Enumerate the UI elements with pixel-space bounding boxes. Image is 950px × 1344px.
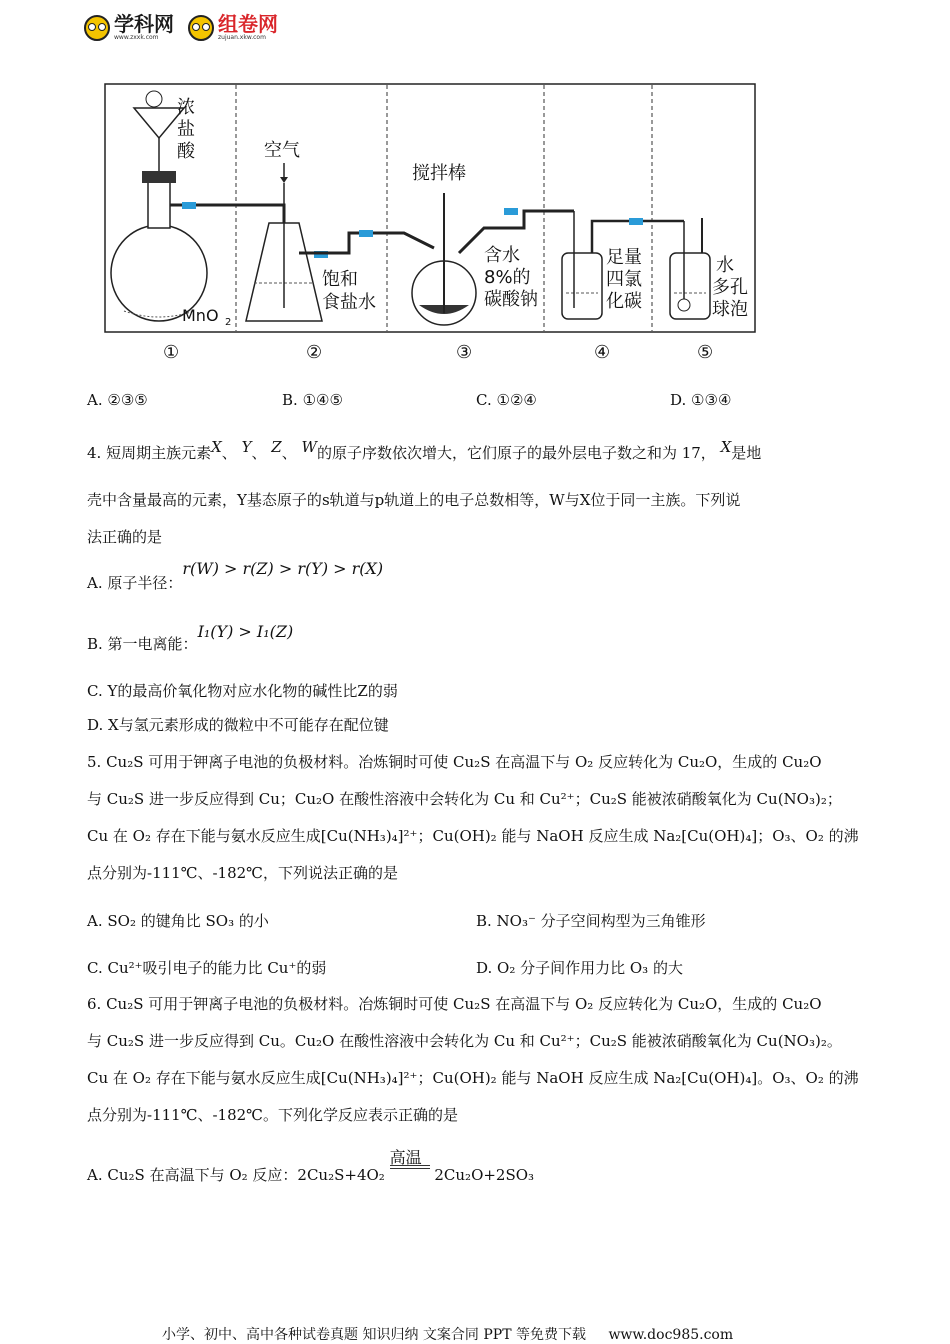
zujuan-logo[interactable]: [188, 14, 278, 41]
label-brine: 食盐水: [322, 292, 376, 313]
reaction-condition: 高温: [390, 1169, 430, 1183]
label-bulb: 球泡: [712, 299, 748, 320]
owl-face-icon: [84, 15, 110, 41]
zxxk-logo[interactable]: [84, 14, 174, 41]
logo2-text: 组卷网: [218, 12, 278, 36]
q3-option-a[interactable]: A. ②③⑤: [87, 391, 148, 409]
q5-option-a[interactable]: A. SO₂ 的键角比 SO₃ 的小: [87, 912, 269, 930]
q5-line-3: Cu 在 O₂ 存在下能与氨水反应生成[Cu(NH₃)₄]²⁺；Cu(OH)₂ 能与 NaOH 反应生成 Na₂[Cu(OH)₄]；O₃、O₂ 的沸: [87, 827, 859, 845]
label-stir-rod: 搅拌棒: [412, 163, 466, 184]
logo2-sub: zujuan.xkw.com: [218, 34, 266, 41]
q4-option-d[interactable]: D. X与氢元素形成的微粒中不可能存在配位键: [87, 716, 389, 734]
station-3: ③: [456, 342, 473, 363]
q4-option-a[interactable]: A. 原子半径：r(W) > r(Z) > r(Y) > r(X): [87, 559, 384, 592]
q6-line-2: 与 Cu₂S 进一步反应得到 Cu。Cu₂O 在酸性溶液中会转化为 Cu 和 Cu²⁺；Cu₂S 能被浓硝酸氧化为 Cu(NO₃)₂。: [87, 1032, 842, 1050]
q5-line-1: 5. Cu₂S 可用于钾离子电池的负极材料。冶炼铜时可使 Cu₂S 在高温下与 O₂ 反应转化为 Cu₂O，生成的 Cu₂O: [87, 753, 822, 771]
station-2: ②: [306, 342, 323, 363]
label-water: 水: [716, 255, 734, 276]
q6-line-1: 6. Cu₂S 可用于钾离子电池的负极材料。冶炼铜时可使 Cu₂S 在高温下与 O₂ 反应转化为 Cu₂O，生成的 Cu₂O: [87, 995, 822, 1013]
q6-line-3: Cu 在 O₂ 存在下能与氨水反应生成[Cu(NH₃)₄]²⁺；Cu(OH)₂ 能与 NaOH 反应生成 Na₂[Cu(OH)₄]。O₃、O₂ 的沸: [87, 1069, 859, 1087]
label-mno2: MnO: [182, 306, 219, 325]
station-1: ①: [163, 342, 180, 363]
q5-option-c[interactable]: C. Cu²⁺吸引电子的能力比 Cu⁺的弱: [87, 959, 327, 977]
q4-option-b[interactable]: B. 第一电离能：I₁(Y) > I₁(Z): [87, 622, 294, 653]
label-acid: 酸: [177, 141, 195, 162]
label-salt: 盐: [177, 119, 195, 140]
q5-line-4: 点分别为-111℃、-182℃，下列说法正确的是: [87, 864, 398, 882]
logo1-text: 学科网: [114, 12, 174, 36]
q3-option-c[interactable]: C. ①②④: [476, 391, 537, 409]
label-porous: 多孔: [712, 277, 748, 298]
q5-option-b[interactable]: B. NO₃⁻ 分子空间构型为三角锥形: [476, 912, 706, 930]
q6-line-4: 点分别为-111℃、-182℃。下列化学反应表示正确的是: [87, 1106, 458, 1124]
header-logos: [84, 14, 278, 41]
station-5: ⑤: [697, 342, 714, 363]
q6-option-a[interactable]: A. Cu₂S 在高温下与 O₂ 反应：2Cu₂S+4O₂ 高温 2Cu₂O+2SO₃: [87, 1148, 535, 1184]
label-saturated: 饱和: [322, 269, 358, 290]
label-air: 空气: [264, 140, 300, 161]
q4-line-1: 4. 短周期主族元素$^X$、 $^Y$、 $^Z$、 $^W$的原子序数依次增大，它们原子的最外层电子数之和为 17， $^X$是地: [87, 438, 762, 462]
label-8pct: 8%的: [484, 267, 531, 288]
logo1-sub: www.zxxk.com: [114, 34, 159, 41]
q3-option-b[interactable]: B. ①④⑤: [282, 391, 343, 409]
footer: [162, 1324, 733, 1344]
footer-url[interactable]: www.doc985.com: [608, 1327, 734, 1343]
label-contains-water: 含水: [484, 245, 520, 266]
label-carbon-tet-1: 四氯: [606, 269, 642, 290]
label-carbon-tet-2: 化碳: [606, 291, 642, 312]
q5-line-2: 与 Cu₂S 进一步反应得到 Cu；Cu₂O 在酸性溶液中会转化为 Cu 和 Cu²⁺；Cu₂S 能被浓硝酸氧化为 Cu(NO₃)₂；: [87, 790, 842, 808]
q4-line-3: 法正确的是: [87, 528, 163, 546]
porous-bulb: [678, 299, 690, 311]
label-sufficient: 足量: [606, 247, 642, 268]
gas-washing-bottle-5: [670, 218, 710, 319]
footer-text: 小学、初中、高中各种试卷真题 知识归纳 文案合同 PPT 等免费下载: [162, 1327, 586, 1343]
q3-option-d[interactable]: D. ①③④: [670, 391, 732, 409]
q5-option-d[interactable]: D. O₂ 分子间作用力比 O₃ 的大: [476, 959, 683, 977]
label-conc: 浓: [177, 97, 195, 118]
q4-line-2: 壳中含量最高的元素，Y基态原子的s轨道与p轨道上的电子总数相等，W与X位于同一主族。下列说: [87, 491, 741, 509]
owl-face-icon-2: [188, 15, 214, 41]
q4-option-c[interactable]: C. Y的最高价氧化物对应水化物的碱性比Z的弱: [87, 682, 398, 700]
label-mno2-sub: 2: [225, 317, 232, 328]
apparatus-diagram: [104, 83, 756, 333]
station-4: ④: [594, 342, 611, 363]
reaction-arrow: [390, 1165, 430, 1169]
label-na2co3: 碳酸钠: [484, 289, 538, 310]
connector-1: [182, 202, 196, 209]
